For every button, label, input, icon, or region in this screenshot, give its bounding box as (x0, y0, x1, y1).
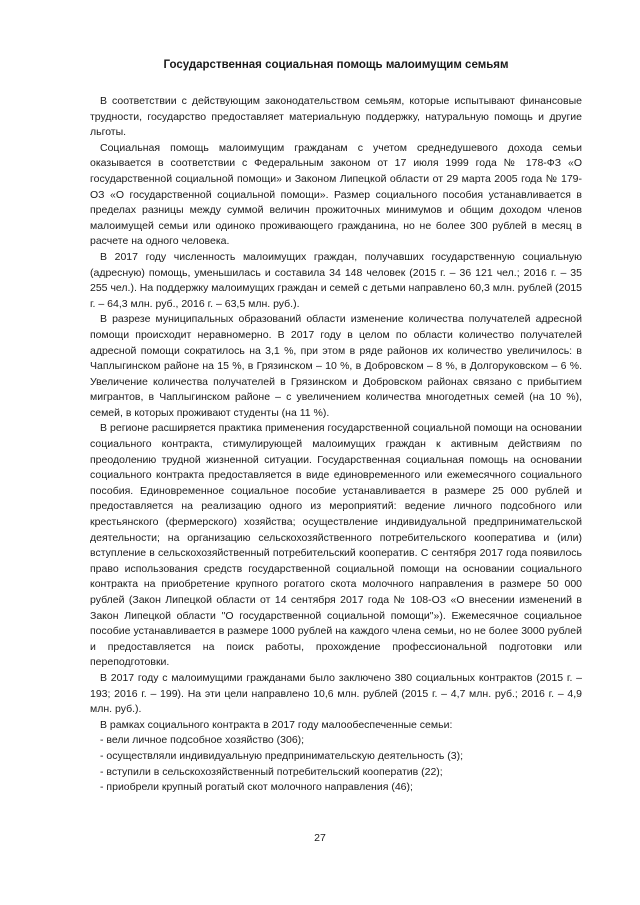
list-item: - приобрели крупный рогатый скот молочного направления (46); (100, 781, 413, 794)
paragraph: В регионе расширяется практика применения государственной социальной помощи на основании социального контракта, стимулирующей малоимущих граждан к активным действиям по преодолению трудной жизненной ситуации. Государственная социальная помощь на основании социального контракта предоставляется в виде единовременного или ежемесячного социального пособия. Единовременное социальное пособие устанавливается в размере 25 000 рублей и предоставляется на реализацию одного из мероприятий: ведение личного подсобного или крестьянского (фермерского) хозяйства; осуществление индивидуальной предпринимательской деятельности; на организацию сельскохозяйственного потребительского кооператива и (или) вступление в сельскохозяйственный потребительский кооператив. С сентября 2017 года появилось право использования средств государственной социальной помощи на основании социального контракта на приобретение крупного рогатого скота молочного направления в размере 50 000 рублей (Закон Липецкой области от 14 сентября 2017 года № 108-ОЗ «О внесении изменений в Закон Липецкой области "О государственной социальной помощи"»). Ежемесячное социальное пособие устанавливается в размере 1000 рублей на каждого члена семьи, но не более 3000 рублей и предоставляется на поиск работы, прохождение профессиональной подготовки или переподготовки. (90, 422, 582, 669)
list-intro: В рамках социального контракта в 2017 году малообеспеченные семьи: (100, 718, 453, 731)
paragraph: Социальная помощь малоимущим гражданам с учетом среднедушевого дохода семьи оказывается в соответствии с Федеральным законом от 17 июля 1999 года № 178-ФЗ «О государственной социальной помощи» и Законом Липецкой области от 29 марта 2005 года № 179-ОЗ «О государственной социальной помощи». Размер социального пособия устанавливается в пределах разницы между суммой величин прожиточных минимумов и общим доходом членов малоимущей семьи или одиноко проживающего гражданина, но не более 300 рублей в месяц в расчете на одного человека. (90, 141, 582, 248)
list-item: - вели личное подсобное хозяйство (306); (100, 734, 305, 747)
contract-outcomes-list (90, 733, 582, 795)
page-number: 27 (314, 832, 326, 844)
document-title: Государственная социальная помощь малоимущим семьям (163, 59, 509, 71)
list-item: - вступили в сельскохозяйственный потребительский кооператив (22); (100, 765, 443, 778)
paragraph: В разрезе муниципальных образований области изменение количества получателей адресной помощи происходит неравномерно. В 2017 году в целом по области количество получателей адресной помощи сократилось на 3,1 %, при этом в ряде районов их количество увеличилось: в Чаплыгинском районе на 15 %, в Грязинском – 10 %, в Добровском – 8 %, в Долгоруковском – 6 %. Увеличение количества получателей в Грязинском и Добровском районах связано с прибытием мигрантов, в Чаплыгинском районе – с увеличением количества многодетных семей (на 10 %), семей, в которых проживают студенты (на 11 %). (90, 313, 582, 419)
paragraph: В соответствии с действующим законодательством семьям, которые испытывают финансовые трудности, государство предоставляет материальную поддержку, натуральную помощь и другие льготы. (90, 95, 582, 139)
document-page (90, 58, 582, 796)
list-item: - осуществляли индивидуальную предпринимательскую деятельность (3); (100, 749, 464, 762)
paragraph: В 2017 году численность малоимущих граждан, получавших государственную социальную (адресную) помощь, уменьшилась и составила 34 148 человек (2015 г. – 36 121 чел.; 2016 г. – 35 255 чел.). На поддержку малоимущих граждан и семей с детьми направлено 60,3 млн. рублей (2015 г. – 64,3 млн. руб., 2016 г. – 63,5 млн. руб.). (90, 250, 582, 310)
paragraph: В 2017 году с малоимущими гражданами было заключено 380 социальных контрактов (2015 г. – 193; 2016 г. – 199). На эти цели направлено 10,6 млн. рублей (2015 г. – 4,7 млн. руб.; 2016 г. – 4,9 млн. руб.). (90, 671, 582, 716)
